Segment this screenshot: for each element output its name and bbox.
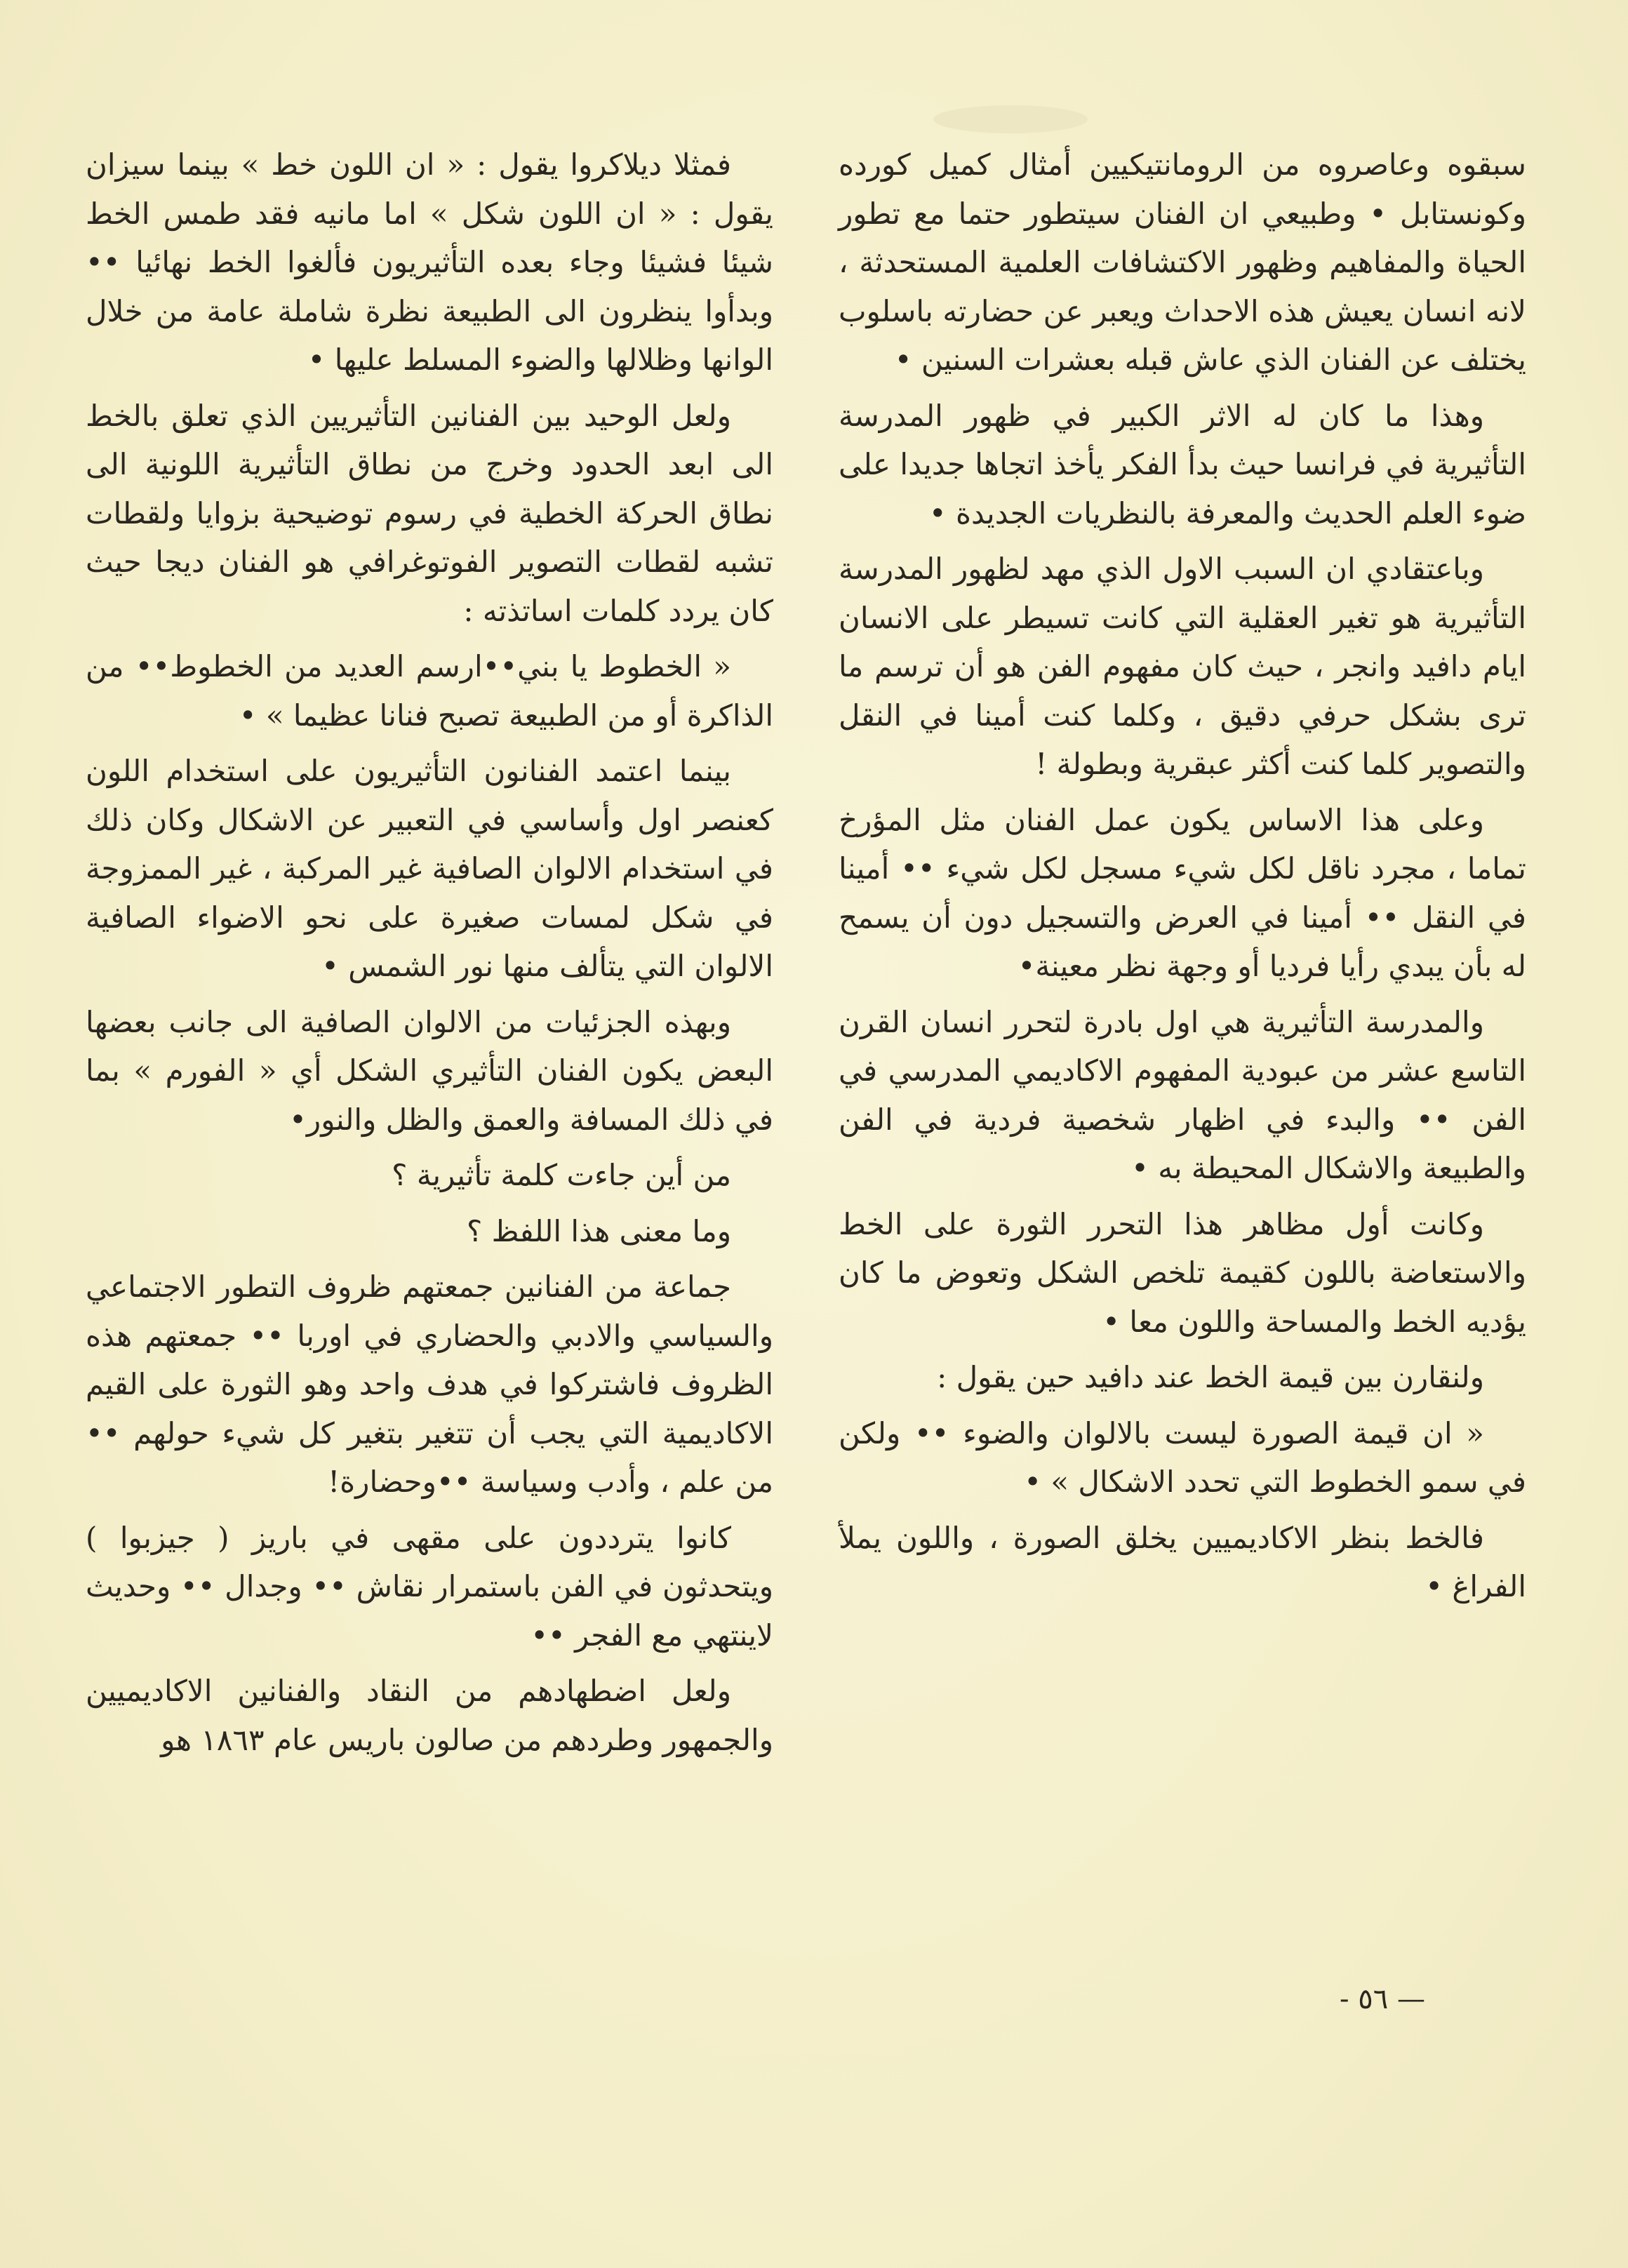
- paragraph: فمثلا ديلاكروا يقول : « ان اللون خط » بينما سيزان يقول : « ان اللون شكل » اما مانيه فقد طمس الخط شيئا فشيئا وجاء بعده التأثيريون فألغوا الخط نهائيا •• وبدأوا ينظرون الى الطبيعة نظرة شاملة عامة من خلال الوانها وظلالها والضوء المسلط عليها •: [86, 147, 773, 377]
- paragraph: بينما اعتمد الفنانون التأثيريون على استخدام اللون كعنصر اول وأساسي في التعبير عن الاشكال وكان ذلك في استخدام الالوان الصافية غير المركبة ، غير الممزوجة في شكل لمسات صغيرة على نحو الاضواء الصافية الالوان التي يتألف منها نور الشمس •: [86, 754, 773, 983]
- page-number: — ٥٦ -: [1340, 1983, 1425, 2015]
- question-line: من أين جاءت كلمة تأثيرية ؟: [392, 1158, 731, 1192]
- paragraph: فالخط بنظر الاكاديميين يخلق الصورة ، واللون يملأ الفراغ •: [839, 1520, 1526, 1603]
- right-text-column: [839, 140, 1526, 1618]
- quote-paragraph: « ان قيمة الصورة ليست بالالوان والضوء •• ولكن في سمو الخطوط التي تحدد الاشكال » •: [839, 1415, 1526, 1499]
- paragraph: وهذا ما كان له الاثر الكبير في ظهور المدرسة التأثيرية في فرانسا حيث بدأ الفكر يأخذ اتجاها جديدا على ضوء العلم الحديث والمعرفة بالنظريات الجديدة •: [839, 398, 1526, 531]
- left-text-column: [86, 140, 773, 1771]
- paragraph: سبقوه وعاصروه من الرومانتيكيين أمثال كميل كورده وكونستابل • وطبيعي ان الفنان سيتطور حتما مع تطور الحياة والمفاهيم وظهور الاكتشافات العلمية المستحدثة ، لانه انسان يعيش هذه الاحداث ويعبر عن حضارته باسلوب يختلف عن الفنان الذي عاش قبله بعشرات السنين •: [839, 147, 1526, 377]
- paragraph: وبهذه الجزئيات من الالوان الصافية الى جانب بعضها البعض يكون الفنان التأثيري الشكل أي « الفورم » بما في ذلك المسافة والعمق والظل والنور•: [86, 1004, 773, 1137]
- paragraph: وعلى هذا الاساس يكون عمل الفنان مثل المؤرخ تماما ، مجرد ناقل لكل شيء مسجل لكل شيء •• أمينا في النقل •• أمينا في العرض والتسجيل دون أن يسمح له بأن يبدي رأيا فرديا أو وجهة نظر معينة•: [839, 802, 1526, 983]
- quote-paragraph: « الخطوط يا بني••ارسم العديد من الخطوط•• من الذاكرة أو من الطبيعة تصبح فنانا عظيما » •: [86, 649, 773, 733]
- paragraph: وباعتقادي ان السبب الاول الذي مهد لظهور المدرسة التأثيرية هو تغير العقلية التي كانت تسيطر على الانسان ايام دافيد وانجر ، حيث كان مفهوم الفن هو أن ترسم ما ترى بشكل حرفي دقيق ، وكلما كنت أمينا في النقل والتصوير كلما كنت أكثر عبقرية وبطولة !: [839, 552, 1526, 781]
- paragraph: كانوا يترددون على مقهى في باريز ( جيزبوا ) ويتحدثون في الفن باستمرار نقاش •• وجدال •• وحديث لاينتهي مع الفجر ••: [86, 1520, 773, 1653]
- question-line: وما معنى هذا اللفظ ؟: [466, 1213, 731, 1248]
- paragraph: والمدرسة التأثيرية هي اول بادرة لتحرر انسان القرن التاسع عشر من عبودية المفهوم الاكاديمي المدرسي في الفن •• والبدء في اظهار شخصية فردية في الفن والطبيعة والاشكال المحيطة به •: [839, 1004, 1526, 1185]
- page-smudge: [933, 105, 1088, 133]
- paragraph: جماعة من الفنانين جمعتهم ظروف التطور الاجتماعي والسياسي والادبي والحضاري في اوربا •• جمعتهم هذه الظروف فاشتركوا في هدف واحد وهو الثورة على القيم الاكاديمية التي يجب أن تتغير بتغير كل شيء حولهم •• من علم ، وأدب وسياسة ••وحضارة!: [86, 1269, 773, 1499]
- paragraph: ولعل الوحيد بين الفنانين التأثيريين الذي تعلق بالخط الى ابعد الحدود وخرج من نطاق التأثيرية اللونية الى نطاق الحركة الخطية في رسوم توضيحية بزوايا ولقطات تشبه لقطات التصوير الفوتوغرافي هو الفنان ديجا حيث كان يردد كلمات اساتذته :: [86, 398, 773, 628]
- paragraph: ولعل اضطهادهم من النقاد والفنانين الاكاديميين والجمهور وطردهم من صالون باريس عام ١٨٦٣ هو: [86, 1674, 773, 1757]
- paragraph: وكانت أول مظاهر هذا التحرر الثورة على الخط والاستعاضة باللون كقيمة تلخص الشكل وتعوض ما كان يؤديه الخط والمساحة واللون معا •: [839, 1206, 1526, 1339]
- paragraph: ولنقارن بين قيمة الخط عند دافيد حين يقول :: [937, 1360, 1484, 1394]
